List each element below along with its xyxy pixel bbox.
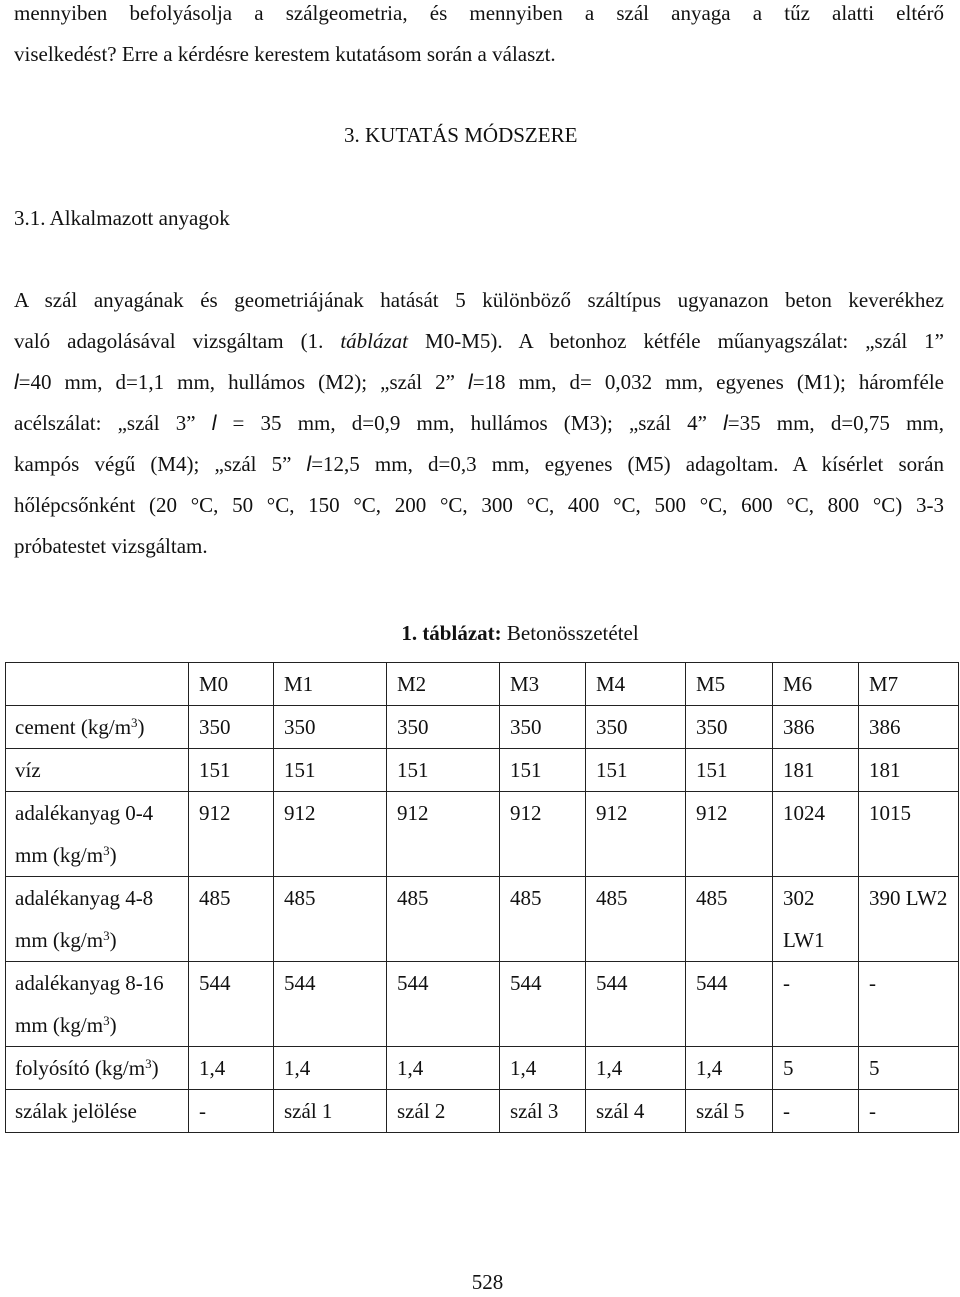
row-label-text: ) bbox=[109, 843, 117, 867]
table-cell: 151 bbox=[500, 749, 586, 792]
table-cell: 350 bbox=[500, 706, 586, 749]
table-cell: 350 bbox=[686, 706, 773, 749]
table-cell: 5 bbox=[859, 1047, 959, 1090]
table-cell: 912 bbox=[586, 792, 686, 877]
table-cell: 1,4 bbox=[189, 1047, 274, 1090]
table-cell: 1,4 bbox=[686, 1047, 773, 1090]
row-label-text: ) bbox=[137, 715, 145, 739]
header-cell: M3 bbox=[500, 663, 586, 706]
table-cell: - bbox=[859, 962, 959, 1047]
table-cell: 386 bbox=[773, 706, 859, 749]
body-line-6: hőlépcsőnként (20 °C, 50 °C, 150 °C, 200 °C, 300 °C, 400 °C, 500 °C, 600 °C, 800 °C) 3-3 bbox=[14, 493, 944, 517]
table-cell: 1024 bbox=[773, 792, 859, 877]
header-cell: M0 bbox=[189, 663, 274, 706]
table-row bbox=[6, 749, 959, 792]
table-cell: 485 bbox=[274, 877, 387, 962]
table-cell: 151 bbox=[686, 749, 773, 792]
table-cell: 151 bbox=[274, 749, 387, 792]
row-label-text: adalékanyag 4-8 mm (kg/m bbox=[15, 886, 154, 952]
table-cell: 386 bbox=[859, 706, 959, 749]
row-label bbox=[6, 1047, 189, 1090]
row-label-text: ) bbox=[109, 928, 117, 952]
table-cell: 485 bbox=[387, 877, 500, 962]
section-heading: 3. KUTATÁS MÓDSZERE bbox=[344, 123, 578, 147]
table-body bbox=[6, 706, 959, 1133]
table-cell: 544 bbox=[274, 962, 387, 1047]
row-label bbox=[6, 706, 189, 749]
table-row bbox=[6, 706, 959, 749]
body-text: M0-M5). A betonhoz kétféle műanyagszálat: „szál 1” bbox=[408, 329, 944, 353]
table-cell: - bbox=[859, 1090, 959, 1133]
row-label-text: folyósító (kg/m bbox=[15, 1056, 146, 1080]
table-cell: 1,4 bbox=[387, 1047, 500, 1090]
table-row bbox=[6, 792, 959, 877]
table-cell: 912 bbox=[189, 792, 274, 877]
header-cell: M2 bbox=[387, 663, 500, 706]
table-cell: 151 bbox=[586, 749, 686, 792]
header-cell: M7 bbox=[859, 663, 959, 706]
table-cell: 350 bbox=[586, 706, 686, 749]
table-cell: 912 bbox=[387, 792, 500, 877]
row-label-text: adalékanyag 8-16 mm (kg/m bbox=[15, 971, 164, 1037]
unit-exponent: 3 bbox=[103, 843, 110, 858]
table-cell: szál 4 bbox=[586, 1090, 686, 1133]
intro-paragraph bbox=[14, 0, 944, 75]
intro-line-2: viselkedést? Erre a kérdésre kerestem kutatásom során a választ. bbox=[14, 42, 556, 66]
table-header-row bbox=[6, 663, 959, 706]
body-text: kampós végű (M4); „szál 5” bbox=[14, 452, 307, 476]
table-cell: 544 bbox=[189, 962, 274, 1047]
row-label bbox=[6, 1090, 189, 1133]
body-line-2 bbox=[14, 321, 944, 362]
table-cell: 390 LW2 bbox=[859, 877, 959, 962]
unit-exponent: 3 bbox=[131, 715, 138, 730]
table-cell: 544 bbox=[387, 962, 500, 1047]
length-symbol: l bbox=[468, 371, 473, 394]
body-line-3 bbox=[14, 362, 944, 403]
table-cell: 5 bbox=[773, 1047, 859, 1090]
intro-line-1: mennyiben befolyásolja a szálgeometria, és mennyiben a szál anyaga a tűz alatti eltérő bbox=[14, 1, 944, 25]
table-cell: 544 bbox=[500, 962, 586, 1047]
caption-text: Betonösszetétel bbox=[501, 621, 639, 645]
row-label bbox=[6, 877, 189, 962]
table-cell: 485 bbox=[500, 877, 586, 962]
body-text: =18 mm, d= 0,032 mm, egyenes (M1); háromféle bbox=[472, 370, 944, 394]
table-cell: 485 bbox=[189, 877, 274, 962]
row-label bbox=[6, 962, 189, 1047]
body-line-4 bbox=[14, 403, 944, 444]
table-caption bbox=[0, 618, 960, 648]
length-symbol: l bbox=[211, 412, 217, 435]
body-paragraph bbox=[14, 280, 944, 567]
body-text: =12,5 mm, d=0,3 mm, egyenes (M5) adagoltam. A kísérlet során bbox=[311, 452, 944, 476]
header-cell: M5 bbox=[686, 663, 773, 706]
body-text: =40 mm, d=1,1 mm, hullámos (M2); „szál 2” bbox=[18, 370, 469, 394]
table-cell: 485 bbox=[586, 877, 686, 962]
table-cell: szál 3 bbox=[500, 1090, 586, 1133]
table-cell: 350 bbox=[274, 706, 387, 749]
table-cell: 1,4 bbox=[500, 1047, 586, 1090]
table-row bbox=[6, 1047, 959, 1090]
table-cell: - bbox=[773, 1090, 859, 1133]
table-cell: 912 bbox=[274, 792, 387, 877]
table-cell: 151 bbox=[387, 749, 500, 792]
table-cell: - bbox=[189, 1090, 274, 1133]
table-cell: - bbox=[773, 962, 859, 1047]
row-label-text: adalékanyag 0-4 mm (kg/m bbox=[15, 801, 154, 867]
table-cell: 350 bbox=[189, 706, 274, 749]
table-cell: szál 1 bbox=[274, 1090, 387, 1133]
header-cell bbox=[6, 663, 189, 706]
body-line-7: próbatestet vizsgáltam. bbox=[14, 534, 208, 558]
body-text: =35 mm, d=0,75 mm, bbox=[727, 411, 944, 435]
body-text: acélszálat: „szál 3” bbox=[14, 411, 212, 435]
page-number: 528 bbox=[471, 1270, 504, 1294]
header-cell: M4 bbox=[586, 663, 686, 706]
table-cell: 181 bbox=[773, 749, 859, 792]
table-cell: 350 bbox=[387, 706, 500, 749]
table-cell: 912 bbox=[686, 792, 773, 877]
table-cell: 1,4 bbox=[586, 1047, 686, 1090]
table-cell: 151 bbox=[189, 749, 274, 792]
table-cell: 485 bbox=[686, 877, 773, 962]
header-cell: M1 bbox=[274, 663, 387, 706]
subsection-heading: 3.1. Alkalmazott anyagok bbox=[14, 206, 230, 230]
row-label-text: cement (kg/m bbox=[15, 715, 132, 739]
table-cell: 181 bbox=[859, 749, 959, 792]
length-symbol: l bbox=[14, 371, 19, 394]
table-cell: szál 2 bbox=[387, 1090, 500, 1133]
table-cell: 544 bbox=[686, 962, 773, 1047]
row-label-text: szálak jelölése bbox=[15, 1099, 137, 1123]
header-cell: M6 bbox=[773, 663, 859, 706]
table-cell: szál 5 bbox=[686, 1090, 773, 1133]
length-symbol: l bbox=[306, 453, 312, 476]
row-label bbox=[6, 792, 189, 877]
table-cell: 544 bbox=[586, 962, 686, 1047]
row-label-text: ) bbox=[109, 1013, 117, 1037]
unit-exponent: 3 bbox=[145, 1056, 152, 1071]
caption-label: 1. táblázat: bbox=[401, 621, 502, 645]
body-line-5 bbox=[14, 444, 944, 485]
table-cell: 302 LW1 bbox=[773, 877, 859, 962]
table-cell: 912 bbox=[500, 792, 586, 877]
length-symbol: l bbox=[723, 412, 728, 435]
concrete-mix-table bbox=[5, 662, 959, 1133]
body-text: = 35 mm, d=0,9 mm, hullámos (M3); „szál 4” bbox=[216, 411, 724, 435]
table-row bbox=[6, 962, 959, 1047]
table-row bbox=[6, 877, 959, 962]
row-label-text: víz bbox=[15, 758, 41, 782]
row-label-text: ) bbox=[151, 1056, 159, 1080]
body-line-1: A szál anyagának és geometriájának hatását 5 különböző száltípus ugyanazon beton keverékhez bbox=[14, 288, 944, 312]
table-row bbox=[6, 1090, 959, 1133]
body-text: való adagolásával vizsgáltam (1. bbox=[14, 329, 341, 353]
table-cell: 1,4 bbox=[274, 1047, 387, 1090]
unit-exponent: 3 bbox=[103, 928, 110, 943]
row-label bbox=[6, 749, 189, 792]
unit-exponent: 3 bbox=[103, 1013, 110, 1028]
table-reference: táblázat bbox=[340, 329, 409, 353]
table-cell: 1015 bbox=[859, 792, 959, 877]
